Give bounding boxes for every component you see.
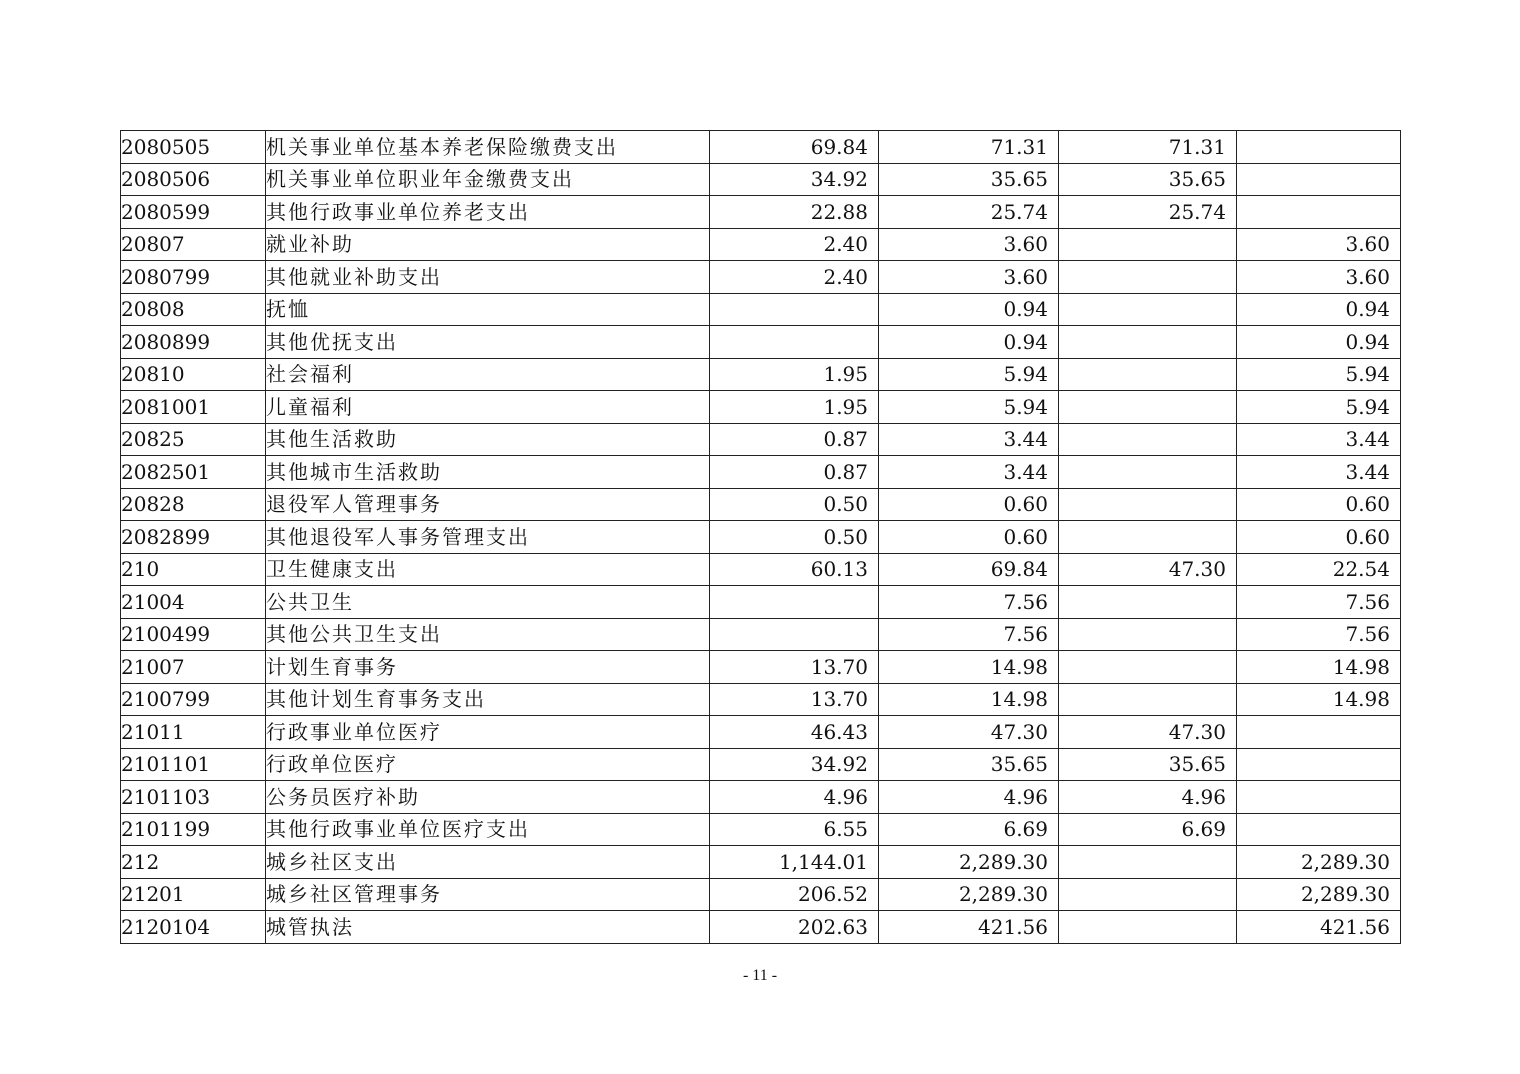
table-row	[121, 358, 1401, 391]
table-row	[121, 423, 1401, 456]
value-cell-3	[1059, 261, 1237, 294]
value-cell-4: 3.44	[1237, 456, 1401, 489]
name-cell: 行政单位医疗	[266, 748, 710, 781]
value-cell-3: 71.31	[1059, 131, 1237, 164]
value-cell-1: 6.55	[710, 813, 879, 846]
name-cell: 退役军人管理事务	[266, 488, 710, 521]
name-cell: 其他计划生育事务支出	[266, 683, 710, 716]
value-cell-4: 421.56	[1237, 911, 1401, 944]
value-cell-2: 35.65	[879, 748, 1059, 781]
value-cell-3	[1059, 326, 1237, 359]
value-cell-1	[710, 586, 879, 619]
code-cell: 2080799	[121, 261, 266, 294]
value-cell-3	[1059, 293, 1237, 326]
value-cell-2: 3.44	[879, 423, 1059, 456]
value-cell-4	[1237, 716, 1401, 749]
value-cell-1	[710, 293, 879, 326]
code-cell: 2080599	[121, 196, 266, 229]
value-cell-2: 35.65	[879, 163, 1059, 196]
value-cell-2: 69.84	[879, 553, 1059, 586]
value-cell-3	[1059, 358, 1237, 391]
value-cell-3	[1059, 228, 1237, 261]
name-cell: 卫生健康支出	[266, 553, 710, 586]
value-cell-4: 0.94	[1237, 326, 1401, 359]
name-cell: 其他城市生活救助	[266, 456, 710, 489]
value-cell-2: 0.60	[879, 521, 1059, 554]
table-row	[121, 878, 1401, 911]
value-cell-4	[1237, 781, 1401, 814]
value-cell-2: 47.30	[879, 716, 1059, 749]
table-body	[121, 131, 1401, 944]
value-cell-4: 2,289.30	[1237, 878, 1401, 911]
value-cell-1: 13.70	[710, 683, 879, 716]
value-cell-4: 0.94	[1237, 293, 1401, 326]
name-cell: 抚恤	[266, 293, 710, 326]
name-cell: 机关事业单位职业年金缴费支出	[266, 163, 710, 196]
value-cell-1: 13.70	[710, 651, 879, 684]
value-cell-4: 3.60	[1237, 261, 1401, 294]
value-cell-4: 5.94	[1237, 358, 1401, 391]
value-cell-3: 35.65	[1059, 748, 1237, 781]
value-cell-3: 35.65	[1059, 163, 1237, 196]
value-cell-1: 1.95	[710, 358, 879, 391]
name-cell: 其他就业补助支出	[266, 261, 710, 294]
value-cell-3	[1059, 651, 1237, 684]
value-cell-2: 0.60	[879, 488, 1059, 521]
name-cell: 其他行政事业单位养老支出	[266, 196, 710, 229]
value-cell-4	[1237, 196, 1401, 229]
table-row	[121, 521, 1401, 554]
table-row	[121, 683, 1401, 716]
value-cell-3: 25.74	[1059, 196, 1237, 229]
value-cell-3	[1059, 488, 1237, 521]
value-cell-1: 0.50	[710, 488, 879, 521]
code-cell: 2101101	[121, 748, 266, 781]
table-row	[121, 553, 1401, 586]
value-cell-3	[1059, 423, 1237, 456]
value-cell-1: 0.50	[710, 521, 879, 554]
table-row	[121, 618, 1401, 651]
value-cell-4: 0.60	[1237, 521, 1401, 554]
value-cell-3	[1059, 391, 1237, 424]
value-cell-2: 4.96	[879, 781, 1059, 814]
name-cell: 公共卫生	[266, 586, 710, 619]
value-cell-1: 2.40	[710, 261, 879, 294]
value-cell-2: 7.56	[879, 618, 1059, 651]
name-cell: 机关事业单位基本养老保险缴费支出	[266, 131, 710, 164]
code-cell: 20828	[121, 488, 266, 521]
value-cell-4	[1237, 163, 1401, 196]
table-row	[121, 748, 1401, 781]
value-cell-3	[1059, 846, 1237, 879]
value-cell-1: 202.63	[710, 911, 879, 944]
name-cell: 城乡社区支出	[266, 846, 710, 879]
value-cell-2: 0.94	[879, 326, 1059, 359]
name-cell: 城乡社区管理事务	[266, 878, 710, 911]
table-row	[121, 488, 1401, 521]
value-cell-4: 2,289.30	[1237, 846, 1401, 879]
code-cell: 2120104	[121, 911, 266, 944]
code-cell: 210	[121, 553, 266, 586]
code-cell: 20807	[121, 228, 266, 261]
name-cell: 其他生活救助	[266, 423, 710, 456]
code-cell: 21201	[121, 878, 266, 911]
value-cell-4: 14.98	[1237, 683, 1401, 716]
value-cell-1: 34.92	[710, 163, 879, 196]
value-cell-3	[1059, 911, 1237, 944]
table-row	[121, 163, 1401, 196]
value-cell-1: 60.13	[710, 553, 879, 586]
value-cell-2: 14.98	[879, 683, 1059, 716]
code-cell: 2101103	[121, 781, 266, 814]
table-row	[121, 196, 1401, 229]
code-cell: 2080899	[121, 326, 266, 359]
code-cell: 2080506	[121, 163, 266, 196]
value-cell-4: 0.60	[1237, 488, 1401, 521]
value-cell-4: 22.54	[1237, 553, 1401, 586]
table-row	[121, 228, 1401, 261]
name-cell: 其他退役军人事务管理支出	[266, 521, 710, 554]
table-row	[121, 326, 1401, 359]
code-cell: 2080505	[121, 131, 266, 164]
value-cell-2: 14.98	[879, 651, 1059, 684]
value-cell-1: 206.52	[710, 878, 879, 911]
value-cell-1: 0.87	[710, 423, 879, 456]
table-row	[121, 456, 1401, 489]
table-row	[121, 586, 1401, 619]
value-cell-4	[1237, 813, 1401, 846]
value-cell-3: 4.96	[1059, 781, 1237, 814]
value-cell-1: 46.43	[710, 716, 879, 749]
code-cell: 21011	[121, 716, 266, 749]
value-cell-1: 69.84	[710, 131, 879, 164]
value-cell-4: 5.94	[1237, 391, 1401, 424]
name-cell: 其他优抚支出	[266, 326, 710, 359]
value-cell-3: 6.69	[1059, 813, 1237, 846]
value-cell-2: 2,289.30	[879, 846, 1059, 879]
page-number: - 11 -	[742, 967, 778, 984]
value-cell-3: 47.30	[1059, 716, 1237, 749]
table-row	[121, 813, 1401, 846]
value-cell-2: 2,289.30	[879, 878, 1059, 911]
table-row	[121, 781, 1401, 814]
value-cell-2: 6.69	[879, 813, 1059, 846]
value-cell-1: 2.40	[710, 228, 879, 261]
value-cell-2: 421.56	[879, 911, 1059, 944]
table-row	[121, 846, 1401, 879]
code-cell: 2082501	[121, 456, 266, 489]
code-cell: 20810	[121, 358, 266, 391]
table-row	[121, 651, 1401, 684]
name-cell: 社会福利	[266, 358, 710, 391]
table-row	[121, 391, 1401, 424]
value-cell-1: 1.95	[710, 391, 879, 424]
value-cell-3	[1059, 456, 1237, 489]
table-row	[121, 716, 1401, 749]
table-row	[121, 911, 1401, 944]
value-cell-1	[710, 326, 879, 359]
value-cell-4: 7.56	[1237, 618, 1401, 651]
code-cell: 2101199	[121, 813, 266, 846]
value-cell-4: 3.60	[1237, 228, 1401, 261]
table-row	[121, 131, 1401, 164]
budget-table	[120, 130, 1401, 944]
name-cell: 儿童福利	[266, 391, 710, 424]
code-cell: 212	[121, 846, 266, 879]
code-cell: 2100499	[121, 618, 266, 651]
code-cell: 20808	[121, 293, 266, 326]
value-cell-1: 22.88	[710, 196, 879, 229]
value-cell-4: 14.98	[1237, 651, 1401, 684]
name-cell: 行政事业单位医疗	[266, 716, 710, 749]
name-cell: 计划生育事务	[266, 651, 710, 684]
name-cell: 城管执法	[266, 911, 710, 944]
value-cell-3	[1059, 683, 1237, 716]
code-cell: 20825	[121, 423, 266, 456]
code-cell: 21007	[121, 651, 266, 684]
value-cell-2: 25.74	[879, 196, 1059, 229]
value-cell-2: 5.94	[879, 391, 1059, 424]
value-cell-2: 3.44	[879, 456, 1059, 489]
code-cell: 21004	[121, 586, 266, 619]
value-cell-1: 4.96	[710, 781, 879, 814]
value-cell-3: 47.30	[1059, 553, 1237, 586]
value-cell-1	[710, 618, 879, 651]
value-cell-3	[1059, 521, 1237, 554]
value-cell-2: 5.94	[879, 358, 1059, 391]
value-cell-1: 0.87	[710, 456, 879, 489]
value-cell-4: 7.56	[1237, 586, 1401, 619]
name-cell: 其他公共卫生支出	[266, 618, 710, 651]
value-cell-2: 3.60	[879, 228, 1059, 261]
value-cell-2: 71.31	[879, 131, 1059, 164]
code-cell: 2082899	[121, 521, 266, 554]
table-row	[121, 293, 1401, 326]
value-cell-4: 3.44	[1237, 423, 1401, 456]
name-cell: 就业补助	[266, 228, 710, 261]
code-cell: 2100799	[121, 683, 266, 716]
code-cell: 2081001	[121, 391, 266, 424]
value-cell-2: 0.94	[879, 293, 1059, 326]
value-cell-3	[1059, 586, 1237, 619]
name-cell: 公务员医疗补助	[266, 781, 710, 814]
value-cell-4	[1237, 748, 1401, 781]
value-cell-2: 7.56	[879, 586, 1059, 619]
name-cell: 其他行政事业单位医疗支出	[266, 813, 710, 846]
value-cell-2: 3.60	[879, 261, 1059, 294]
table-row	[121, 261, 1401, 294]
value-cell-3	[1059, 878, 1237, 911]
value-cell-1: 34.92	[710, 748, 879, 781]
value-cell-4	[1237, 131, 1401, 164]
value-cell-3	[1059, 618, 1237, 651]
value-cell-1: 1,144.01	[710, 846, 879, 879]
